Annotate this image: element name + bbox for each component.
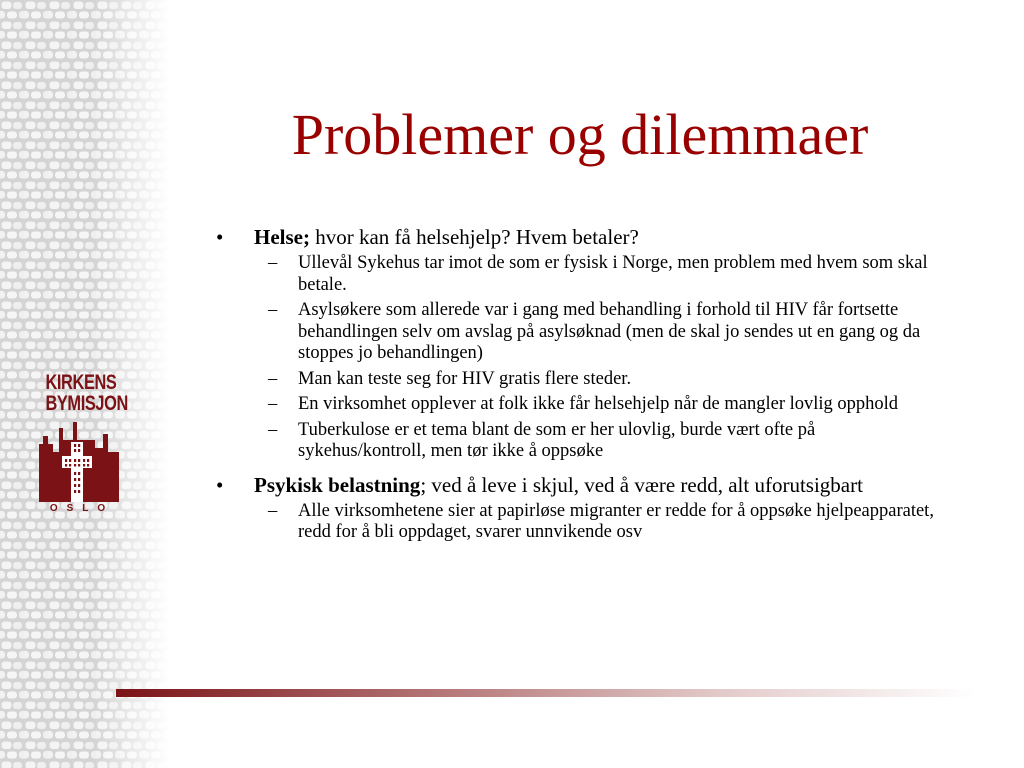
sub-item-text: Asylsøkere som allerede var i gang med behandling i forhold til HIV får fortsette behandlingen selv om avslag på asylsøknad (men de skal jo sendes ut en gang og da stoppes jo behandlingen) — [298, 300, 921, 363]
dash-marker: – — [268, 368, 278, 389]
dash-marker: – — [268, 300, 278, 320]
sub-item — [216, 501, 946, 544]
slide-body — [216, 225, 946, 548]
logo-city: OSLO — [49, 503, 115, 514]
dash-marker: – — [268, 394, 278, 414]
bullet-helse — [216, 225, 946, 249]
dash-marker: – — [268, 419, 278, 440]
sub-item-text: En virksomhet opplever at folk ikke får helsehjelp når de mangler lovlig opphold — [298, 394, 899, 414]
sub-item-text: Alle virksomhetene sier at papirløse migranter er redde for å oppsøke hjelpeapparatet, redd for å bli oppdaget, svarer unnvikende osv — [298, 500, 934, 542]
sub-item — [216, 300, 946, 365]
sub-item — [216, 394, 946, 416]
sub-item — [216, 420, 946, 463]
kirkens-bymisjon-logo — [36, 371, 128, 522]
bullet-marker: • — [216, 472, 224, 497]
bullet-heading: Helse; — [254, 225, 310, 249]
church-cross-icon — [39, 422, 119, 502]
logo-line-2: BYMISJON — [45, 392, 128, 415]
sub-item — [216, 369, 946, 391]
dash-marker: – — [268, 253, 278, 273]
sub-item-text: Ullevål Sykehus tar imot de som er fysisk i Norge, men problem med hvem som skal betale. — [298, 253, 928, 295]
bullet-marker: • — [216, 225, 224, 249]
sub-item-text: Man kan teste seg for HIV gratis flere steder. — [298, 368, 632, 389]
bullet-psykisk-belastning — [216, 473, 946, 497]
sub-item — [216, 253, 946, 296]
slide-title: Problemer og dilemmaer — [291, 102, 869, 167]
bullet-text: hvor kan få helsehjelp? Hvem betaler? — [309, 225, 639, 249]
dash-marker: – — [268, 500, 278, 521]
bullet-text: ; ved å leve i skjul, ved å være redd, alt uforutsigbart — [420, 472, 863, 497]
logo-line-1: KIRKENS — [45, 371, 117, 394]
accent-bar — [116, 689, 976, 697]
sub-item-text: Tuberkulose er et tema blant de som er her ulovlig, burde vært ofte på sykehus/kontroll, men tør ikke å oppsøke — [298, 419, 816, 461]
bullet-heading: Psykisk belastning — [254, 472, 421, 497]
